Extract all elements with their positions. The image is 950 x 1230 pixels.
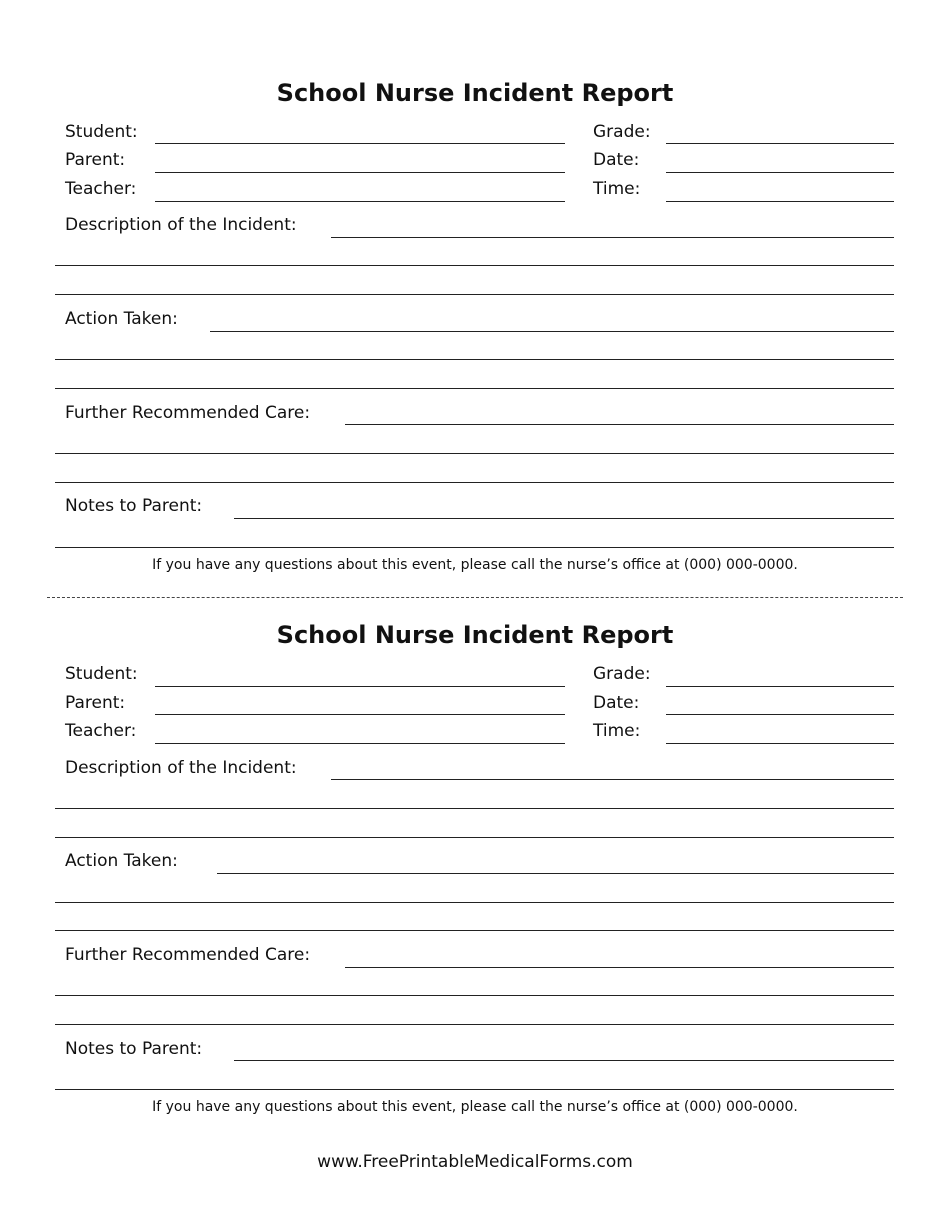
date-label: Date: [593,693,640,713]
care-field-line-2[interactable] [55,453,894,454]
action-field-line-3[interactable] [55,930,894,931]
action-field-line-3[interactable] [55,388,894,389]
notes-label: Notes to Parent: [65,496,203,516]
time-label: Time: [593,721,641,741]
parent-label: Parent: [65,150,126,170]
description-field[interactable] [331,779,894,780]
care-label: Further Recommended Care: [65,945,311,965]
grade-label: Grade: [593,664,651,684]
notes-field[interactable] [234,1060,894,1061]
care-field[interactable] [345,424,894,425]
teacher-field[interactable] [155,743,565,744]
contact-footnote: If you have any questions about this event, please call the nurse’s office at (000) 000-0000. [152,557,798,573]
time-field[interactable] [666,743,894,744]
description-label: Description of the Incident: [65,215,297,235]
description-field[interactable] [331,237,894,238]
parent-field[interactable] [155,172,565,173]
date-label: Date: [593,150,640,170]
care-field-line-3[interactable] [55,1024,894,1025]
date-field[interactable] [666,714,894,715]
teacher-field[interactable] [155,201,565,202]
description-field-line-3[interactable] [55,294,894,295]
teacher-label: Teacher: [65,179,137,199]
description-field-line-2[interactable] [55,265,894,266]
website-footer: www.FreePrintableMedicalForms.com [317,1152,633,1172]
parent-field[interactable] [155,714,565,715]
form-title: School Nurse Incident Report [276,79,674,107]
student-label: Student: [65,122,138,142]
time-label: Time: [593,179,641,199]
teacher-label: Teacher: [65,721,137,741]
grade-label: Grade: [593,122,651,142]
action-field-line-2[interactable] [55,359,894,360]
care-field[interactable] [345,967,894,968]
description-field-line-3[interactable] [55,837,894,838]
care-label: Further Recommended Care: [65,403,311,423]
action-field[interactable] [210,331,894,332]
time-field[interactable] [666,201,894,202]
description-field-line-2[interactable] [55,808,894,809]
care-field-line-3[interactable] [55,482,894,483]
parent-label: Parent: [65,693,126,713]
form-title: School Nurse Incident Report [276,621,674,649]
notes-field-line-2[interactable] [55,1089,894,1090]
cut-line [47,597,903,598]
student-field[interactable] [155,686,565,687]
notes-label: Notes to Parent: [65,1039,203,1059]
grade-field[interactable] [666,143,894,144]
contact-footnote: If you have any questions about this event, please call the nurse’s office at (000) 000-0000. [152,1099,798,1115]
action-field-line-2[interactable] [55,902,894,903]
notes-field[interactable] [234,518,894,519]
student-field[interactable] [155,143,565,144]
action-field[interactable] [217,873,894,874]
notes-field-line-2[interactable] [55,547,894,548]
action-label: Action Taken: [65,309,178,329]
description-label: Description of the Incident: [65,758,297,778]
care-field-line-2[interactable] [55,995,894,996]
student-label: Student: [65,664,138,684]
action-label: Action Taken: [65,851,178,871]
grade-field[interactable] [666,686,894,687]
date-field[interactable] [666,172,894,173]
